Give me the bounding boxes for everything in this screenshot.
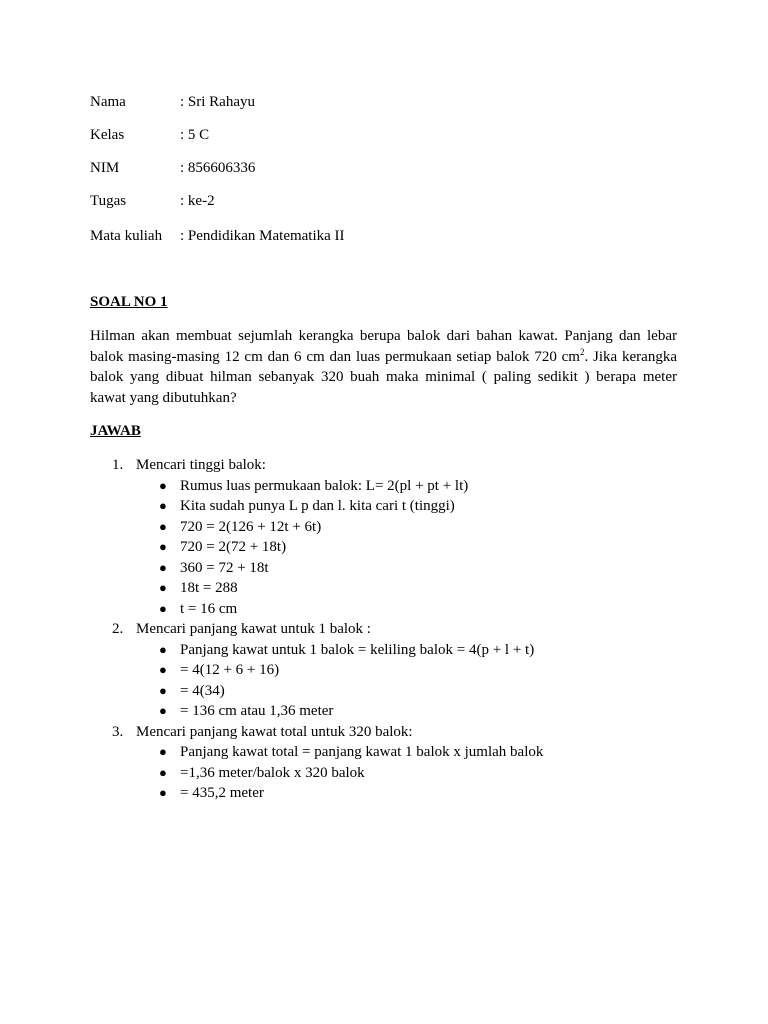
info-label: Tugas: [90, 193, 127, 209]
bullet-item: [90, 496, 690, 517]
bullet-item: [90, 517, 690, 538]
bullet-item: [90, 599, 690, 620]
bullet-text: 720 = 2(72 + 18t): [180, 539, 287, 555]
answer-step: [90, 619, 690, 640]
bullet-text: = 4(12 + 6 + 16): [180, 662, 280, 678]
bullet-item: [90, 681, 690, 702]
bullet-text: 360 = 72 + 18t: [180, 559, 269, 576]
question-line: balok yang dibuat hilman sebanyak 320 buah maka minimal ( paling sedikit ) berapa meter: [90, 369, 677, 385]
bullet-text: =1,36 meter/balok x 320 balok: [180, 764, 365, 781]
info-label: Kelas: [90, 127, 125, 143]
bullet-icon: ●: [159, 539, 167, 554]
bullet-icon: ●: [159, 518, 167, 534]
step-number: 2.: [112, 621, 124, 637]
bullet-icon: ●: [159, 477, 167, 493]
answer-step: [90, 722, 690, 743]
question-text: balok masing-masing 12 cm dan 6 cm dan luas permukaan setiap balok 720 cm: [90, 348, 580, 365]
info-value: : 856606336: [180, 160, 256, 176]
bullet-icon: ●: [159, 703, 167, 718]
bullet-icon: ●: [159, 580, 167, 595]
info-value: : Pendidikan Matematika II: [180, 228, 345, 244]
bullet-text: 18t = 288: [180, 580, 238, 596]
bullet-text: Kita sudah punya L p dan l. kita cari t (tinggi): [180, 498, 455, 514]
bullet-icon: ●: [159, 744, 167, 759]
step-title: Mencari tinggi balok:: [136, 457, 266, 473]
info-label: Mata kuliah: [90, 228, 163, 244]
bullet-text: Panjang kawat total = panjang kawat 1 balok x jumlah balok: [180, 744, 544, 760]
question-text: . Jika kerangka: [584, 348, 677, 365]
step-title: Mencari panjang kawat total untuk 320 balok:: [136, 723, 413, 740]
bullet-text: = 136 cm atau 1,36 meter: [180, 703, 334, 719]
bullet-text: = 435,2 meter: [180, 785, 264, 801]
info-label: NIM: [90, 160, 120, 176]
bullet-icon: ●: [159, 498, 167, 513]
bullet-item: [90, 660, 690, 681]
question-heading: SOAL NO 1: [90, 294, 168, 310]
bullet-item: [90, 742, 690, 763]
bullet-icon: ●: [159, 662, 167, 677]
answer-step: [90, 455, 690, 476]
bullet-text: t = 16 cm: [180, 600, 238, 617]
bullet-text: = 4(34): [180, 682, 225, 699]
bullet-icon: ●: [159, 600, 167, 616]
bullet-item: [90, 640, 690, 661]
info-value: : ke-2: [180, 193, 215, 209]
bullet-text: Panjang kawat untuk 1 balok = keliling balok = 4(p + l + t): [180, 641, 535, 658]
bullet-item: [90, 558, 690, 579]
superscript: 2: [579, 346, 585, 357]
bullet-item: [90, 701, 690, 722]
bullet-item: [90, 763, 690, 784]
bullet-icon: ●: [159, 641, 167, 657]
bullet-item: [90, 537, 690, 558]
bullet-item: [90, 578, 690, 599]
question-line: [90, 347, 677, 368]
bullet-item: [90, 476, 690, 497]
step-number: 3.: [112, 723, 124, 740]
info-value: : Sri Rahayu: [180, 94, 255, 110]
bullet-text: Rumus luas permukaan balok: L= 2(pl + pt + lt): [180, 477, 469, 494]
bullet-icon: ●: [159, 682, 167, 698]
answer-list: [90, 455, 690, 804]
answer-heading: JAWAB: [90, 423, 141, 439]
info-value: : 5 C: [180, 127, 210, 143]
info-label: Nama: [90, 94, 126, 110]
bullet-icon: ●: [159, 785, 167, 800]
step-number: 1.: [112, 457, 124, 473]
question-line: kawat yang dibutuhkan?: [90, 389, 237, 406]
bullet-icon: ●: [159, 764, 167, 780]
question-paragraph: [90, 326, 677, 408]
bullet-text: 720 = 2(126 + 12t + 6t): [180, 518, 322, 535]
question-line: Hilman akan membuat sejumlah kerangka berupa balok dari bahan kawat. Panjang dan lebar: [90, 328, 677, 344]
bullet-item: [90, 783, 690, 804]
bullet-icon: ●: [159, 559, 167, 575]
step-title: Mencari panjang kawat untuk 1 balok :: [136, 621, 371, 637]
